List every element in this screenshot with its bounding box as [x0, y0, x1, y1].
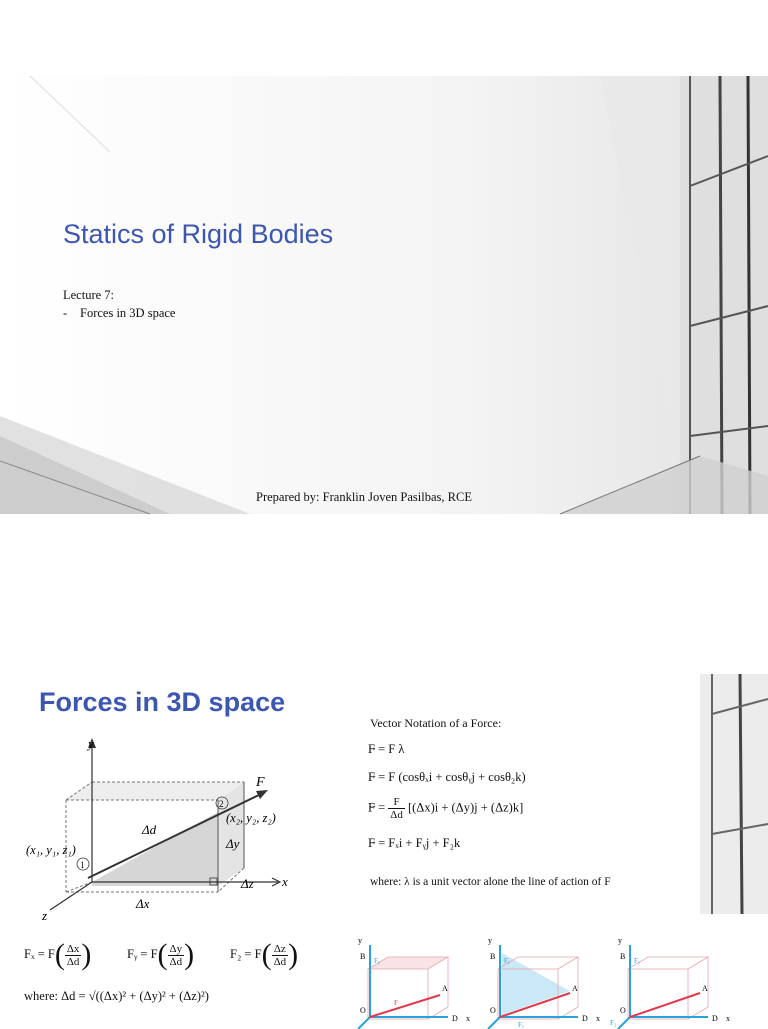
- mini-o-label: O: [490, 1006, 496, 1015]
- mini-fy-label: Fᵧ: [504, 957, 510, 965]
- equation-component-sum-text: F = Fₓi + Fᵧj + F₂k: [368, 836, 461, 850]
- mini-b-label: B: [490, 952, 496, 961]
- equation-direction-cosines-text: F = F (cosθₓi + cosθᵧj + cosθ₂k): [368, 770, 526, 784]
- lecture-topic: [63, 306, 175, 321]
- lecture-number: Lecture 7:: [63, 288, 115, 302]
- slide-title: Forces in 3D space: [39, 687, 286, 717]
- mini-x-label: x: [726, 1014, 730, 1023]
- equation-prefix: F =: [368, 800, 386, 815]
- mini-a-label: A: [572, 984, 578, 993]
- formula-lhs: F₂ = F: [230, 946, 262, 961]
- force-vector: [630, 993, 700, 1017]
- fraction-numerator: Δx: [66, 942, 80, 955]
- fraction-denominator: Δd: [273, 955, 287, 968]
- equation-component-sum: [368, 836, 460, 851]
- equation-unit-vector: [368, 742, 404, 757]
- force-label: F: [256, 775, 265, 790]
- mini-fy-label: Fᵧ: [634, 957, 640, 965]
- z-axis-line: [50, 882, 92, 910]
- formula-fz: F₂ = F( $\frac{\Delta z}{\Delta d}$ ): [230, 938, 299, 971]
- mini-f-label: F: [394, 999, 398, 1007]
- fraction-numerator: Δy: [169, 942, 183, 955]
- slide-title: Statics of Rigid Bodies: [63, 219, 334, 249]
- fraction-denominator: Δd: [169, 955, 183, 968]
- mini-x-label: x: [596, 1014, 600, 1023]
- fraction: [272, 943, 289, 968]
- fz-arrow: [358, 1017, 370, 1029]
- box-top-face: [66, 782, 244, 800]
- formula-fy: Fᵧ = F( $\frac{\Delta y}{\Delta d}$ ): [127, 938, 195, 971]
- mini-fx-label: Fₓ: [518, 1021, 524, 1029]
- equation-direction-cosines: [368, 770, 526, 785]
- y-axis-label: y: [88, 736, 94, 751]
- mini-y-label: y: [618, 936, 622, 945]
- lecture-topic-text: Forces in 3D space: [80, 306, 176, 320]
- equation-rest: [(Δx)i + (Δy)j + (Δz)k]: [407, 800, 524, 815]
- delta-x-label: Δx: [136, 896, 150, 911]
- z-axis-label: z: [42, 908, 48, 923]
- delta-y-label: Δy: [226, 836, 240, 851]
- mini-o-label: O: [620, 1006, 626, 1015]
- mini-fz-label: F₂: [610, 1019, 617, 1027]
- x-axis-label: x: [282, 874, 288, 889]
- mini-a-label: A: [702, 984, 708, 993]
- equation-components-delta: [368, 796, 523, 821]
- mini-d-label: D: [452, 1014, 458, 1023]
- formula-lhs: Fₓ = F: [24, 946, 55, 961]
- formula-lhs: Fᵧ = F: [127, 946, 158, 961]
- mini-fy-label: Fᵧ: [374, 957, 380, 965]
- equation-unit-vector-text: F = F λ: [368, 742, 405, 756]
- mini-y-label: y: [488, 936, 492, 945]
- fraction: [388, 796, 405, 821]
- fraction: [168, 943, 185, 968]
- mini-d-label: D: [712, 1014, 718, 1023]
- mini-x-label: x: [466, 1014, 470, 1023]
- mini-d-label: D: [582, 1014, 588, 1023]
- title-slide: [0, 76, 768, 514]
- mini-diagram-fx: [478, 929, 608, 1029]
- fraction-numerator: F: [388, 796, 405, 809]
- mini-b-label: B: [620, 952, 626, 961]
- fraction-denominator: Δd: [390, 809, 403, 821]
- mini-a-label: A: [442, 984, 448, 993]
- delta-z-label: Δz: [241, 876, 254, 891]
- vector-notation-title: Vector Notation of a Force:: [370, 716, 502, 730]
- lambda-definition: where: λ is a unit vector alone the line of action of F: [370, 876, 611, 888]
- marker1-label: 1: [80, 860, 85, 870]
- content-slide: [0, 674, 768, 1029]
- marker2-label: 2: [219, 799, 224, 809]
- fz-arrow: [618, 1017, 630, 1029]
- fraction-numerator: Δz: [272, 943, 289, 956]
- bullet-marker: -: [63, 306, 68, 320]
- formula-fx: Fₓ = F( $\frac{\Delta x}{\Delta d}$ ): [24, 938, 92, 971]
- delta-d-label: Δd: [142, 822, 157, 837]
- force-3d-diagram: [16, 732, 316, 922]
- mini-b-label: B: [360, 952, 366, 961]
- architectural-background: [0, 76, 768, 514]
- prepared-by: Prepared by: Franklin Joven Pasilbas, RCE: [256, 490, 472, 504]
- force-arrowhead: [256, 790, 268, 799]
- fraction: [65, 943, 82, 968]
- fz-arrow: [488, 1017, 500, 1029]
- force-vector: [370, 995, 440, 1017]
- mini-diagram-fy: [348, 929, 478, 1029]
- box-side-face: [218, 782, 244, 886]
- point2-label: (x₂, y₂, z₂): [226, 811, 276, 825]
- point1-label: (x₁, y₁, z₁): [26, 843, 76, 857]
- mini-diagram-fz: [608, 929, 738, 1029]
- mini-o-label: O: [360, 1006, 366, 1015]
- mini-y-label: y: [358, 936, 362, 945]
- delta-d-definition: where: Δd = √((Δx)² + (Δy)² + (Δz)²): [24, 989, 209, 1003]
- fraction-denominator: Δd: [66, 955, 80, 968]
